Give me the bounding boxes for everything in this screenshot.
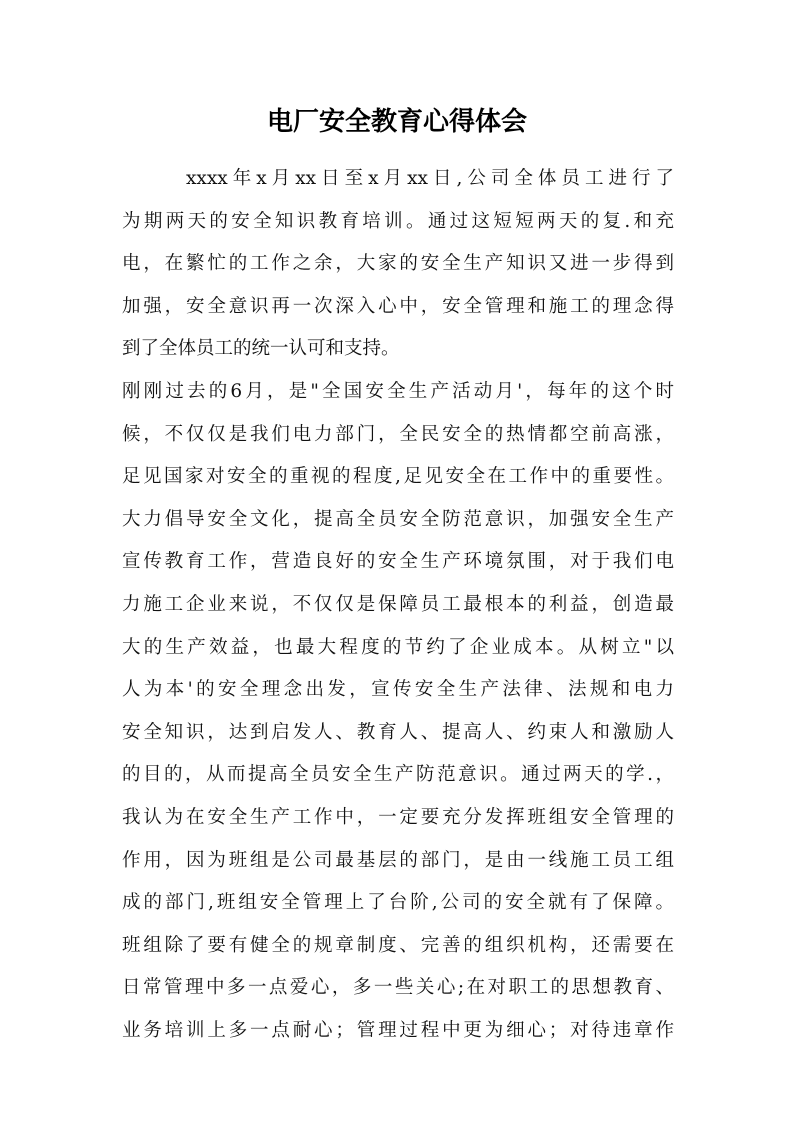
body-line: 到了全体员工的统一认可和支持。 [122,338,400,360]
body-line: 日常管理中多一点爱心，多一些关心;在对职工的思想教育、 [122,977,674,999]
body-line: 作用，因为班组是公司最基层的部门，是由一线施工员工组 [122,849,674,871]
body-line: 安全知识，达到启发人、教育人、提高人、约束人和激励人 [122,721,674,743]
body-line: 刚刚过去的6月，是"全国安全生产活动月'，每年的这个时 [122,380,674,402]
body-line: 业务培训上多一点耐心；管理过程中更为细心；对待违章作 [122,1019,674,1041]
body-line: 足见国家对安全的重视的程度,足见安全在工作中的重要性。 [122,466,674,488]
body-line: 人为本'的安全理念出发，宣传安全生产法律、法规和电力 [122,679,674,701]
document-title: 电厂安全教育心得体会 [266,107,527,137]
body-line: 大力倡导安全文化，提高全员安全防范意识，加强安全生产 [122,508,674,530]
body-line: 力施工企业来说，不仅仅是保障员工最根本的利益，创造最 [122,593,674,615]
body-line: 班组除了要有健全的规章制度、完善的组织机构，还需要在 [122,934,674,956]
body-line: 成的部门,班组安全管理上了台阶,公司的安全就有了保障。 [122,892,674,914]
body-line: 的目的，从而提高全员安全生产防范意识。通过两天的学.， [122,764,674,786]
body-line: 大的生产效益，也最大程度的节约了企业成本。从树立"以 [122,636,674,658]
body-line: 宣传教育工作，营造良好的安全生产环境氛围，对于我们电 [122,551,674,573]
body-line: 加强，安全意识再一次深入心中，安全管理和施工的理念得 [122,295,674,317]
document-body [122,158,674,1052]
body-line: 电，在繁忙的工作之余，大家的安全生产知识又进一步得到 [122,253,674,275]
body-line: 我认为在安全生产工作中，一定要充分发挥班组安全管理的 [122,806,674,828]
body-line: xxxx年x月xx日至x月xx日,公司全体员工进行了 [186,168,674,189]
body-line: 为期两天的安全知识教育培训。通过这短短两天的复.和充 [122,210,674,232]
body-line: 候，不仅仅是我们电力部门，全民安全的热情都空前高涨， [122,423,674,445]
